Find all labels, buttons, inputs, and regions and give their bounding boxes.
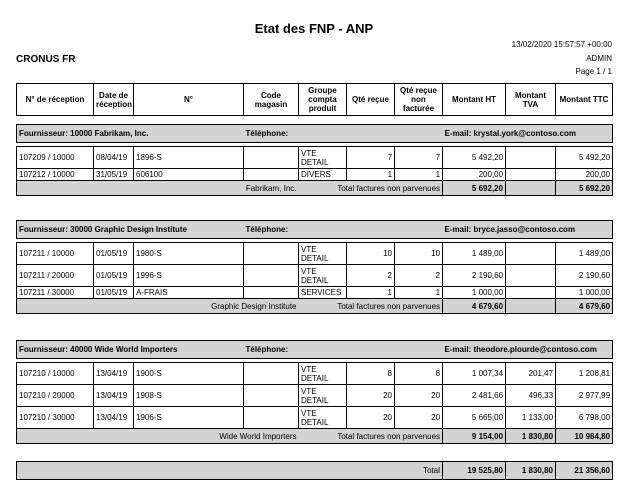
vendor-header: Fournisseur: 10000 Fabrikam, Inc. (17, 125, 244, 143)
cell-posting-group: VTE DETAIL (299, 147, 347, 169)
cell-amount-ttc: 1 000,00 (556, 287, 613, 299)
table-row (17, 243, 613, 265)
cell-amount-ttc: 2 190,60 (556, 265, 613, 287)
cell-amount-ht: 2 481,66 (443, 385, 506, 407)
cell-item-no: 1996-S (134, 265, 244, 287)
cell-store-code (244, 407, 299, 429)
cell-amount-ht: 1 007,34 (443, 363, 506, 385)
cell-store-code (244, 385, 299, 407)
cell-amount-vat (506, 265, 556, 287)
cell-amount-ttc: 200,00 (556, 169, 613, 181)
cell-store-code (244, 363, 299, 385)
cell-reception-date: 31/05/19 (94, 169, 134, 181)
cell-reception-no: 107210 / 10000 (17, 363, 94, 385)
report-title: Etat des FNP - ANP (254, 21, 374, 36)
vendor-total-ttc: 5 692,20 (556, 181, 613, 196)
grand-total-vat: 1 830,80 (506, 462, 556, 480)
header-no: N° (134, 84, 244, 116)
cell-amount-ttc: 5 492,20 (556, 147, 613, 169)
cell-reception-date: 13/04/19 (94, 385, 134, 407)
vendor-total-name: Wide World Importers (17, 429, 299, 444)
vendor-total-ttc: 10 984,80 (556, 429, 613, 444)
table-row (17, 287, 613, 299)
cell-reception-date: 01/05/19 (94, 265, 134, 287)
header-amount-vat: Montant TVA (506, 84, 556, 116)
page-number: Page 1 / 1 (575, 67, 612, 76)
cell-amount-vat (506, 147, 556, 169)
column-header-table (16, 83, 613, 116)
cell-posting-group: VTE DETAIL (299, 407, 347, 429)
cell-amount-ttc: 6 798,00 (556, 407, 613, 429)
vendor-total-ht: 9 154,00 (443, 429, 506, 444)
cell-qty-received: 8 (347, 363, 395, 385)
cell-qty-not-invoiced: 1 (395, 169, 443, 181)
cell-amount-ttc: 1 208,81 (556, 363, 613, 385)
cell-qty-received: 2 (347, 265, 395, 287)
cell-posting-group: SERVICES (299, 287, 347, 299)
table-row (17, 385, 613, 407)
vendor-total-name: Graphic Design Institute (17, 299, 299, 314)
cell-reception-no: 107212 / 10000 (17, 169, 94, 181)
grand-total-label: Total (17, 462, 443, 480)
cell-qty-not-invoiced: 7 (395, 147, 443, 169)
cell-amount-ht: 1 489,00 (443, 243, 506, 265)
cell-qty-received: 1 (347, 287, 395, 299)
cell-reception-date: 01/05/19 (94, 243, 134, 265)
header-posting-group: Groupe compta produit (299, 84, 347, 116)
cell-item-no: 1906-S (134, 407, 244, 429)
vendor-header: Fournisseur: 40000 Wide World Importers (17, 341, 244, 359)
vendor-total-label: Total factures non parvenues (299, 299, 443, 314)
company-name: CRONUS FR (16, 54, 76, 65)
cell-qty-not-invoiced: 2 (395, 265, 443, 287)
cell-item-no: 1980-S (134, 243, 244, 265)
cell-store-code (244, 169, 299, 181)
cell-item-no: 1896-S (134, 147, 244, 169)
report-user: ADMIN (586, 54, 612, 63)
header-reception-no: N° de réception (17, 84, 94, 116)
cell-qty-not-invoiced: 20 (395, 385, 443, 407)
vendor-total-ht: 5 692,20 (443, 181, 506, 196)
header-reception-date: Date de réception (94, 84, 134, 116)
vendor-email: E-mail: bryce.jasso@contoso.com (443, 221, 613, 239)
cell-qty-not-invoiced: 8 (395, 363, 443, 385)
header-amount-ht: Montant HT (443, 84, 506, 116)
vendor-total-name: Fabrikam, Inc. (17, 181, 299, 196)
vendor-table (16, 340, 613, 444)
vendor-email: E-mail: krystal.york@contoso.com (443, 125, 613, 143)
cell-reception-no: 107211 / 20000 (17, 265, 94, 287)
vendor-total-label: Total factures non parvenues (299, 429, 443, 444)
cell-amount-ht: 5 665,00 (443, 407, 506, 429)
vendor-table (16, 124, 613, 196)
cell-reception-no: 107211 / 30000 (17, 287, 94, 299)
cell-amount-ht: 200,00 (443, 169, 506, 181)
header-qty-received: Qté reçue (347, 84, 395, 116)
cell-reception-no: 107209 / 10000 (17, 147, 94, 169)
header-qty-not-invoiced: Qté reçue non facturée (395, 84, 443, 116)
grand-total-ttc: 21 356,60 (556, 462, 613, 480)
cell-posting-group: VTE DETAIL (299, 385, 347, 407)
vendor-table (16, 220, 613, 314)
cell-qty-received: 10 (347, 243, 395, 265)
vendor-phone-label: Téléphone: (244, 125, 443, 143)
cell-amount-ht: 1 000,00 (443, 287, 506, 299)
cell-qty-not-invoiced: 1 (395, 287, 443, 299)
cell-amount-ht: 2 190,60 (443, 265, 506, 287)
cell-store-code (244, 147, 299, 169)
vendor-total-vat: 1 830,80 (506, 429, 556, 444)
cell-reception-date: 08/04/19 (94, 147, 134, 169)
header-amount-ttc: Montant TTC (556, 84, 613, 116)
grand-total-ht: 19 525,80 (443, 462, 506, 480)
vendor-phone-label: Téléphone: (244, 341, 443, 359)
cell-amount-ttc: 1 489,00 (556, 243, 613, 265)
cell-qty-not-invoiced: 10 (395, 243, 443, 265)
cell-amount-ttc: 2 977,99 (556, 385, 613, 407)
vendor-email: E-mail: theodore.plourde@contoso.com (443, 341, 613, 359)
cell-reception-date: 13/04/19 (94, 407, 134, 429)
cell-amount-vat: 201,47 (506, 363, 556, 385)
cell-qty-received: 20 (347, 407, 395, 429)
cell-store-code (244, 265, 299, 287)
cell-store-code (244, 287, 299, 299)
cell-amount-vat: 1 133,00 (506, 407, 556, 429)
vendor-total-label: Total factures non parvenues (299, 181, 443, 196)
vendor-total-vat (506, 299, 556, 314)
report-datetime: 13/02/2020 15:57:57 +00:00 (511, 40, 612, 49)
cell-posting-group: VTE DETAIL (299, 363, 347, 385)
cell-qty-not-invoiced: 20 (395, 407, 443, 429)
table-row (17, 407, 613, 429)
table-row (17, 169, 613, 181)
cell-posting-group: VTE DETAIL (299, 243, 347, 265)
cell-amount-vat (506, 243, 556, 265)
vendor-total-ttc: 4 679,60 (556, 299, 613, 314)
header-store-code: Code magasin (244, 84, 299, 116)
cell-amount-ht: 5 492,20 (443, 147, 506, 169)
cell-amount-vat (506, 169, 556, 181)
cell-qty-received: 1 (347, 169, 395, 181)
cell-reception-no: 107210 / 20000 (17, 385, 94, 407)
cell-qty-received: 20 (347, 385, 395, 407)
cell-amount-vat (506, 287, 556, 299)
cell-item-no: 1908-S (134, 385, 244, 407)
table-row (17, 265, 613, 287)
vendor-total-ht: 4 679,60 (443, 299, 506, 314)
grand-total-table (16, 461, 613, 480)
cell-posting-group: DIVERS (299, 169, 347, 181)
table-row (17, 363, 613, 385)
cell-item-no: 1900-S (134, 363, 244, 385)
vendor-phone-label: Téléphone: (244, 221, 443, 239)
cell-reception-no: 107211 / 10000 (17, 243, 94, 265)
vendor-header: Fournisseur: 30000 Graphic Design Institute (17, 221, 244, 239)
cell-reception-date: 13/04/19 (94, 363, 134, 385)
cell-reception-date: 01/05/19 (94, 287, 134, 299)
cell-qty-received: 7 (347, 147, 395, 169)
cell-store-code (244, 243, 299, 265)
vendor-total-vat (506, 181, 556, 196)
table-row (17, 147, 613, 169)
cell-item-no: A-FRAIS (134, 287, 244, 299)
cell-posting-group: VTE DETAIL (299, 265, 347, 287)
cell-amount-vat: 496,33 (506, 385, 556, 407)
cell-item-no: 606100 (134, 169, 244, 181)
cell-reception-no: 107210 / 30000 (17, 407, 94, 429)
